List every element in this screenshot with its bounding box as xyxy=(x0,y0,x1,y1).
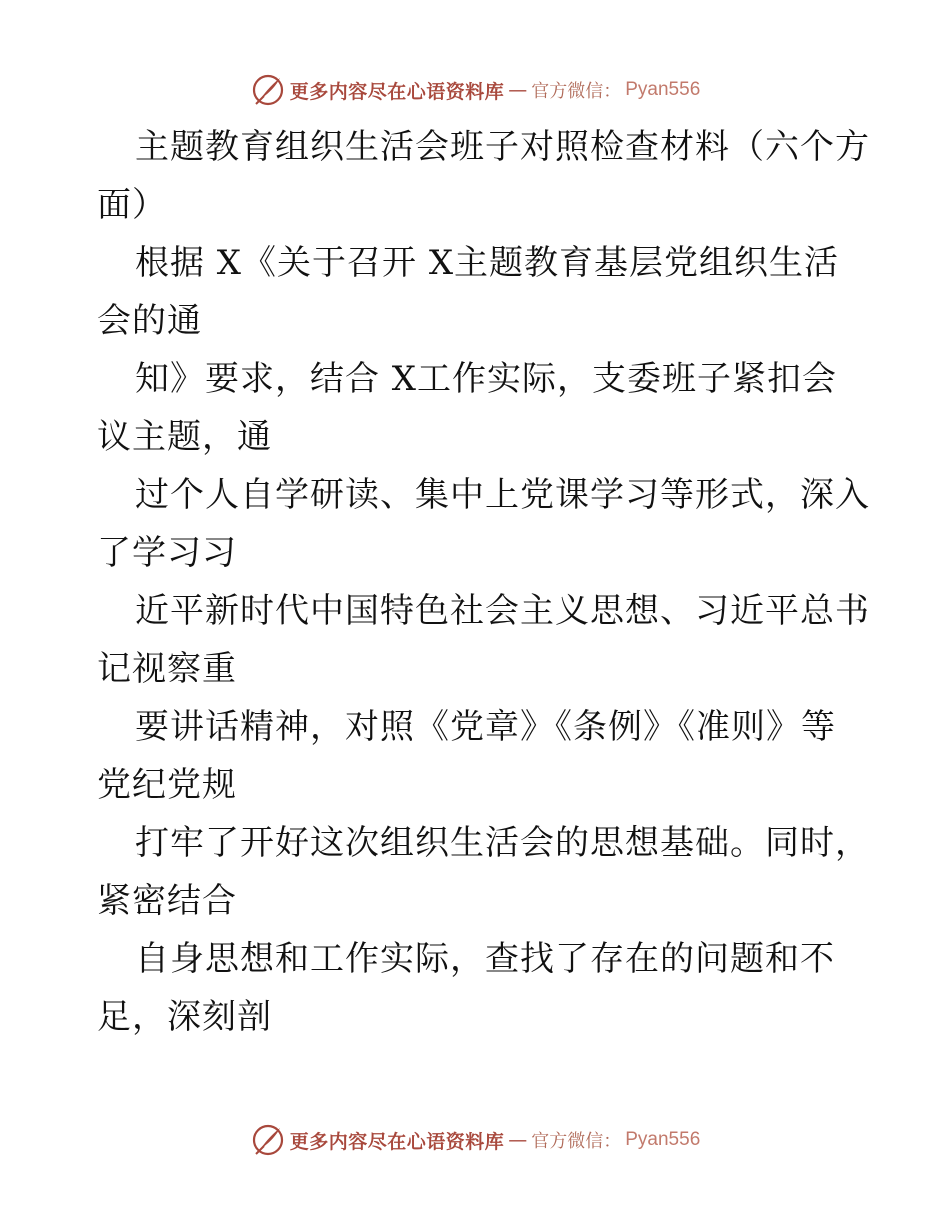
document-line: 紧密结合 xyxy=(97,881,237,921)
document-line: 议主题，通 xyxy=(97,417,272,457)
watermark-banner-bottom xyxy=(0,1120,950,1160)
document-line: 会的通 xyxy=(97,301,202,341)
document-line: 足，深刻剖 xyxy=(97,997,272,1037)
watermark-wechat-id: Pyan556 xyxy=(625,1129,701,1150)
watermark-wechat-id: Pyan556 xyxy=(625,79,701,100)
document-line: 近平新时代中国特色社会主义思想、习近平总书 xyxy=(135,591,870,631)
watermark-banner-top xyxy=(0,70,950,110)
document-body xyxy=(97,118,887,1046)
document-line: 主题教育组织生活会班子对照检查材料（六个方 xyxy=(135,127,870,167)
document-line: 记视察重 xyxy=(97,649,237,689)
feather-pen-logo-icon xyxy=(250,1122,286,1158)
document-line: 知》要求，结合 X工作实际，支委班子紧扣会 xyxy=(135,359,838,399)
document-line: 过个人自学研读、集中上党课学习等形式，深入 xyxy=(135,475,870,515)
watermark-wechat-label: 官方微信： xyxy=(531,81,622,102)
watermark-main-text: 更多内容尽在心语资料库 xyxy=(289,1130,505,1153)
watermark-main-text: 更多内容尽在心语资料库 xyxy=(289,80,505,103)
document-line: 党纪党规 xyxy=(97,765,237,805)
document-line: 面） xyxy=(97,185,167,225)
watermark-separator: — xyxy=(508,79,528,101)
document-line: 打牢了开好这次组织生活会的思想基础。同时， xyxy=(135,823,870,863)
document-line: 要讲话精神，对照《党章》《条例》《准则》等 xyxy=(135,707,836,747)
feather-pen-logo-icon xyxy=(250,72,286,108)
document-line: 自身思想和工作实际，查找了存在的问题和不 xyxy=(135,939,835,979)
watermark-wechat-label: 官方微信： xyxy=(531,1131,622,1152)
watermark-separator: — xyxy=(508,1129,528,1151)
document-line: 了学习习 xyxy=(97,533,237,573)
document-line: 根据 X《关于召开 X主题教育基层党组织生活 xyxy=(135,243,840,283)
